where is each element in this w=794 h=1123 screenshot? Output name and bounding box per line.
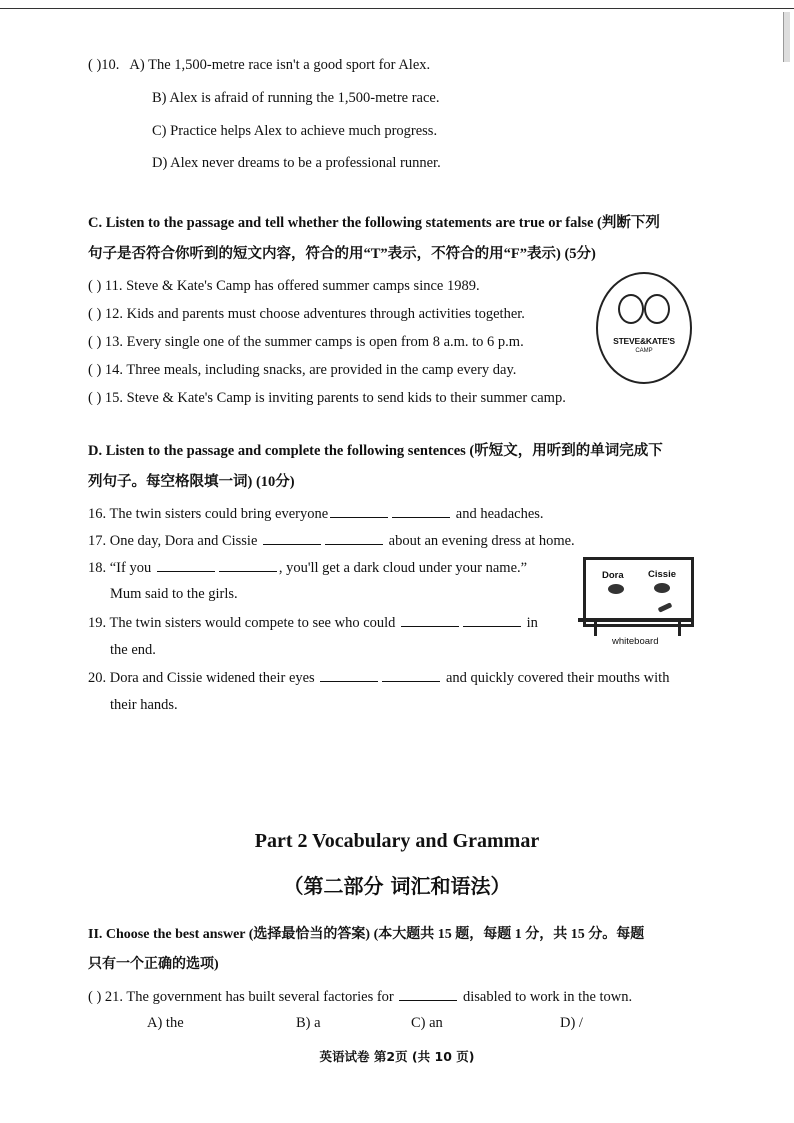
- statement-12: ( ) 12. Kids and parents must choose adventures through activities together.: [88, 306, 525, 322]
- page-footer: 英语试卷 第2页 (共 10 页): [319, 1049, 475, 1064]
- logo-subtext: CAMP: [635, 348, 653, 354]
- sentence-20: [88, 669, 669, 687]
- answer-blank[interactable]: [399, 988, 457, 1001]
- option-a: A) The 1,500-metre race isn't a good sport for Alex.: [129, 57, 431, 73]
- answer-blank[interactable]: [320, 669, 378, 682]
- q21-option-d: D) /: [560, 1015, 583, 1031]
- answer-blank[interactable]: [382, 669, 440, 682]
- statement-13: ( ) 13. Every single one of the summer camps is open from 8 a.m. to 6 p.m.: [88, 334, 524, 350]
- sentence-16: [88, 505, 544, 523]
- whiteboard-label: whiteboard: [612, 636, 659, 647]
- sentence-17: [88, 532, 575, 550]
- section-ii-heading-cont: 只有一个正确的选项): [88, 957, 219, 972]
- statement-15: ( ) 15. Steve & Kate's Camp is inviting parents to send kids to their summer camp.: [88, 390, 566, 406]
- logo-text: STEVE&KATE'S: [613, 336, 675, 346]
- option-b: B) Alex is afraid of running the 1,500-metre race.: [152, 90, 440, 106]
- sentence-18-cont: Mum said to the girls.: [110, 586, 238, 602]
- top-border: [0, 8, 794, 9]
- option-d: D) Alex never dreams to be a professional runner.: [152, 155, 441, 171]
- answer-blank[interactable]: [330, 505, 388, 518]
- sentence-20-cont: their hands.: [110, 697, 178, 713]
- answer-blank[interactable]: [219, 559, 277, 572]
- q10-line-a: [88, 57, 430, 74]
- sentence-text: , you'll get a dark cloud under your name.”: [278, 560, 528, 576]
- sentence-text: in: [526, 615, 538, 631]
- q21-option-b: B) a: [296, 1015, 321, 1031]
- part-subtitle: （第二部分 词汇和语法）: [283, 874, 511, 898]
- section-c-heading: C. Listen to the passage and tell whether the following statements are true or false (判断下列: [88, 215, 660, 231]
- face-icon: [618, 294, 644, 324]
- sentence-text: 17. One day, Dora and Cissie: [88, 533, 258, 549]
- sentence-18: [88, 559, 527, 577]
- face-icon: [644, 294, 670, 324]
- q21-option-a: A) the: [147, 1015, 184, 1031]
- cloud-icon: [608, 584, 624, 594]
- whiteboard-illustration: [583, 557, 694, 627]
- answer-blank[interactable]: [157, 559, 215, 572]
- option-c: C) Practice helps Alex to achieve much progress.: [152, 123, 438, 139]
- question-21: [88, 988, 632, 1006]
- section-ii-heading: II. Choose the best answer (选择最恰当的答案) (本大题共 15 题，每题 1 分，共 15 分。每题: [88, 927, 645, 942]
- whiteboard-name-dora: Dora: [602, 570, 624, 581]
- section-d-heading-cont: 列句子。每空格限填一词) (10分): [88, 474, 295, 490]
- whiteboard-name-cissie: Cissie: [648, 569, 676, 580]
- statement-14: ( ) 14. Three meals, including snacks, are provided in the camp every day.: [88, 362, 517, 378]
- section-d-heading: D. Listen to the passage and complete the following sentences (听短文，用听到的单词完成下: [88, 443, 663, 459]
- sentence-text: 18. “If you: [88, 560, 152, 576]
- section-c-heading-cont: 句子是否符合你听到的短文内容，符合的用“T”表示，不符合的用“F”表示) (5分): [88, 246, 596, 262]
- cloud-icon: [654, 583, 670, 593]
- answer-paren[interactable]: ( ): [88, 57, 102, 73]
- sentence-text: about an evening dress at home.: [388, 533, 575, 549]
- camp-logo: [596, 272, 692, 384]
- answer-blank[interactable]: [263, 532, 321, 545]
- sentence-text: and quickly covered their mouths with: [445, 670, 670, 686]
- answer-blank[interactable]: [392, 505, 450, 518]
- whiteboard-leg: [594, 620, 597, 636]
- sentence-19: [88, 614, 538, 632]
- question-text: disabled to work in the town.: [463, 989, 633, 1005]
- sentence-text: 19. The twin sisters would compete to see who could: [88, 615, 396, 631]
- sentence-text: 20. Dora and Cissie widened their eyes: [88, 670, 315, 686]
- answer-blank[interactable]: [325, 532, 383, 545]
- q21-option-c: C) an: [411, 1015, 443, 1031]
- sentence-19-cont: the end.: [110, 642, 156, 658]
- answer-blank[interactable]: [463, 614, 521, 627]
- whiteboard-leg: [678, 620, 681, 636]
- answer-blank[interactable]: [401, 614, 459, 627]
- part-title: Part 2 Vocabulary and Grammar: [254, 830, 540, 852]
- question-text: ( ) 21. The government has built several factories for: [88, 989, 394, 1005]
- marker-icon: [658, 602, 673, 612]
- statement-11: ( ) 11. Steve & Kate's Camp has offered summer camps since 1989.: [88, 278, 480, 294]
- sentence-text: 16. The twin sisters could bring everyone: [88, 506, 329, 522]
- sentence-text: and headaches.: [455, 506, 544, 522]
- question-number: 10.: [101, 57, 120, 73]
- scrollbar[interactable]: [783, 12, 790, 62]
